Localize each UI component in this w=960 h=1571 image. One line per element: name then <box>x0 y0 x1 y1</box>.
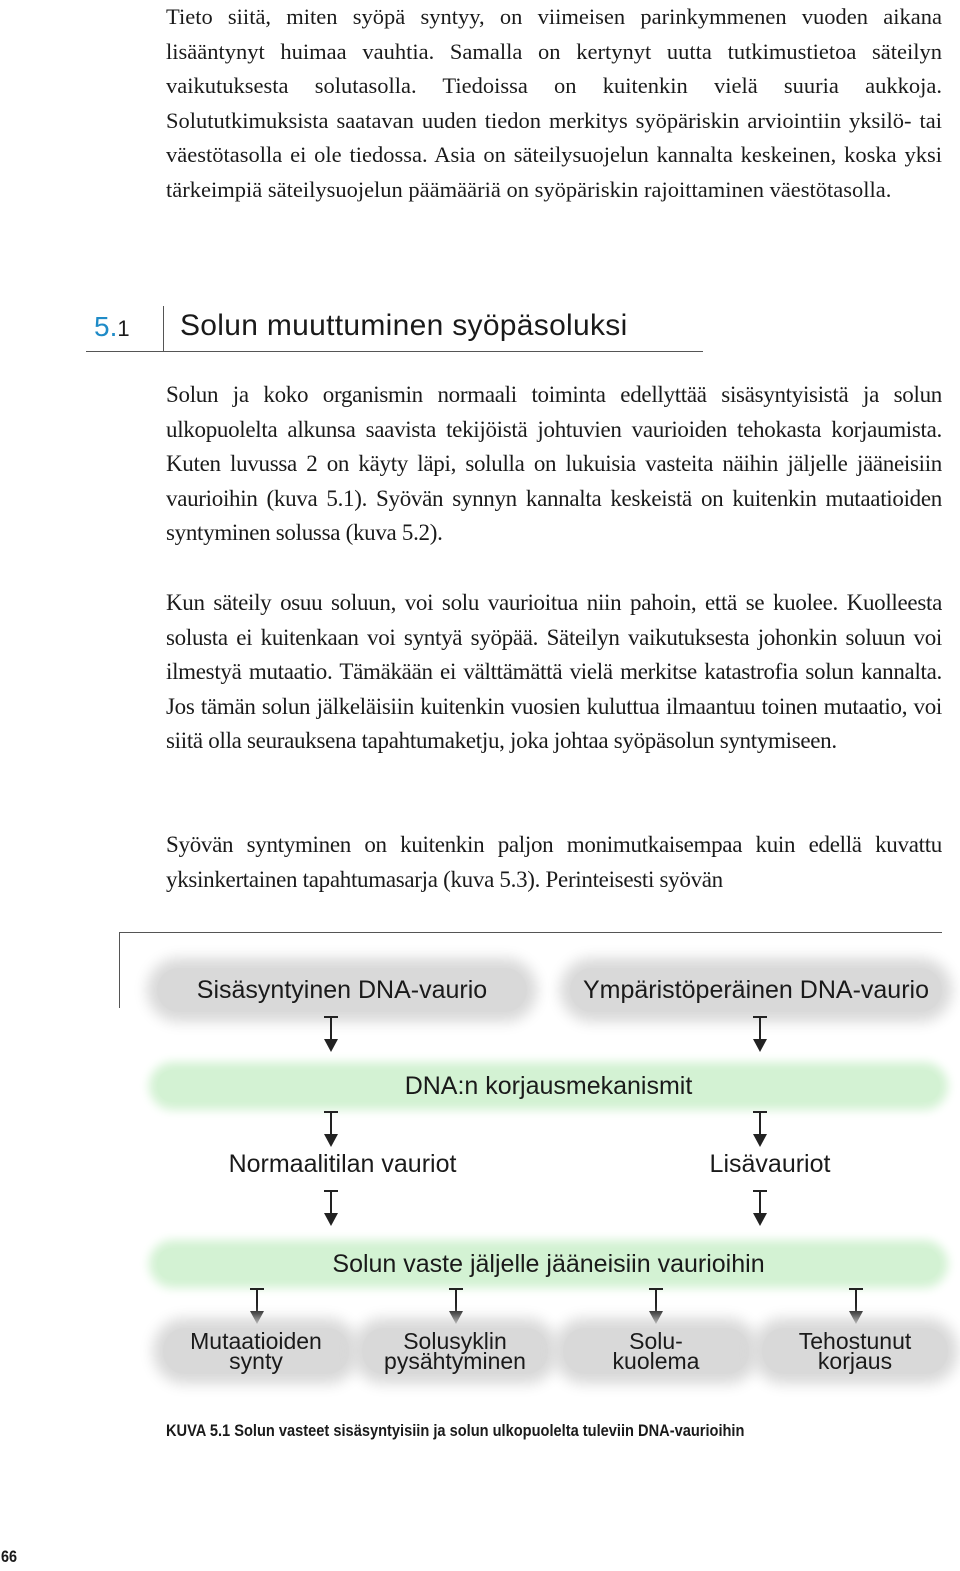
outcome-line2: korjaus <box>817 1348 893 1374</box>
section-paragraph-2: Kun säteily osuu soluun, voi solu vaurioitua niin pahoin, että se kuolee. Kuolleesta solusta ei kuitenkaan voi syntyä syöpää. Säteilyn vaikutuksesta johonkin soluun voi ilmestyä mutaatio. Tämäkään ei välttämättä vielä merkitse katastrofia solun kannalta. Jos tämän solun jälkeläisiin kuitenkin vuosien kuluttua ilmaantuu toinen mutaatio, voi siitä olla seurauksena tapahtumaketju, joka johtaa syöpäsolun syntymiseen. <box>166 590 942 753</box>
section-number-minor: 1 <box>117 316 130 341</box>
arrow-down-icon <box>256 1288 258 1322</box>
outcome-line1: Solusyklin <box>403 1328 507 1354</box>
section-number-major: 5. <box>94 311 118 342</box>
arrow-down-icon <box>759 1190 761 1224</box>
section-paragraph-3: Syövän syntyminen on kuitenkin paljon monimutkaisempaa kuin edellä kuvattu yksinkertainen tapahtumasarja (kuva 5.3). Perinteisesti syövän <box>166 832 942 892</box>
arrow-down-icon <box>455 1288 457 1322</box>
outcome-line2: synty <box>229 1348 283 1374</box>
figure-frame-top <box>119 932 942 933</box>
normal-damage-label: Normaalitilan vauriot <box>228 1149 457 1178</box>
arrow-down-icon <box>655 1288 657 1322</box>
section-title: Solun muuttuminen syöpäsoluksi <box>180 309 628 342</box>
outcome-line2: pysähtyminen <box>384 1348 526 1374</box>
section-divider <box>163 306 164 352</box>
dna-repair-mechanisms-box: DNA:n korjausmekanismit <box>157 1070 940 1102</box>
outcome-cell-cycle-arrest-box <box>362 1328 548 1374</box>
outcome-line1: Tehostunut <box>798 1328 912 1354</box>
arrow-down-icon <box>330 1190 332 1224</box>
figure-frame-left <box>119 932 120 1008</box>
section-paragraph-1: Solun ja koko organismin normaali toiminta edellyttää sisäsyntyisistä ja solun ulkopuolelta alkunsa saavista tekijöistä johtuvien vaurioiden tehokasta korjaumista. Kuten luvussa 2 on käyty läpi, solulla on lukuisia vasteita näihin jäljelle jääneisiin vaurioihin (kuva 5.1). Syövän synnyn kannalta keskeistä on kuitenkin mutaatioiden syntyminen solussa (kuva 5.2). <box>166 382 942 545</box>
environmental-dna-damage-box: Ympäristöperäinen DNA-vaurio <box>570 968 942 1012</box>
intro-paragraph: Tieto siitä, miten syöpä syntyy, on viimeisen parinkymmenen vuoden aikana lisääntynyt huimaa vauhtia. Samalla on kertynyt uutta tutkimustietoa säteilyn vaikutuksesta solutasolla. Tiedoissa on kuitenkin vielä suuria aukkoja. Solututkimuksista saatavan uuden tiedon merkitys syöpäriskin arviointiin yksilö- tai väestötasolla ei ole tiedossa. Asia on säteilysuojelun kannalta keskeinen, koska yksi tärkeimpiä säteilysuojelun päämääriä on syöpäriskin rajoittaminen väestötasolla. <box>166 4 942 202</box>
outcome-enhanced-repair-box <box>762 1328 948 1374</box>
section-underline <box>86 351 703 352</box>
arrow-down-icon <box>330 1111 332 1145</box>
cell-response-box: Solun vaste jäljelle jääneisiin vaurioihin <box>157 1248 940 1280</box>
figure-caption: KUVA 5.1 Solun vasteet sisäsyntyisiin ja solun ulkopuolelta tuleviin DNA-vaurioihin <box>166 1421 745 1440</box>
arrow-down-icon <box>855 1288 857 1322</box>
outcome-line2: kuolema <box>612 1348 700 1374</box>
outcome-mutation-box <box>163 1328 349 1374</box>
extra-damage-label: Lisävauriot <box>709 1149 831 1178</box>
page-number: 66 <box>1 1547 18 1566</box>
arrow-down-icon <box>330 1016 332 1050</box>
outcome-cell-death-box <box>563 1328 749 1374</box>
arrow-down-icon <box>759 1016 761 1050</box>
outcome-line1: Mutaatioiden <box>190 1328 322 1354</box>
arrow-down-icon <box>759 1111 761 1145</box>
section-number <box>94 311 130 343</box>
outcome-line1: Solu- <box>629 1328 683 1354</box>
endogenous-dna-damage-box: Sisäsyntyinen DNA-vaurio <box>157 968 527 1012</box>
